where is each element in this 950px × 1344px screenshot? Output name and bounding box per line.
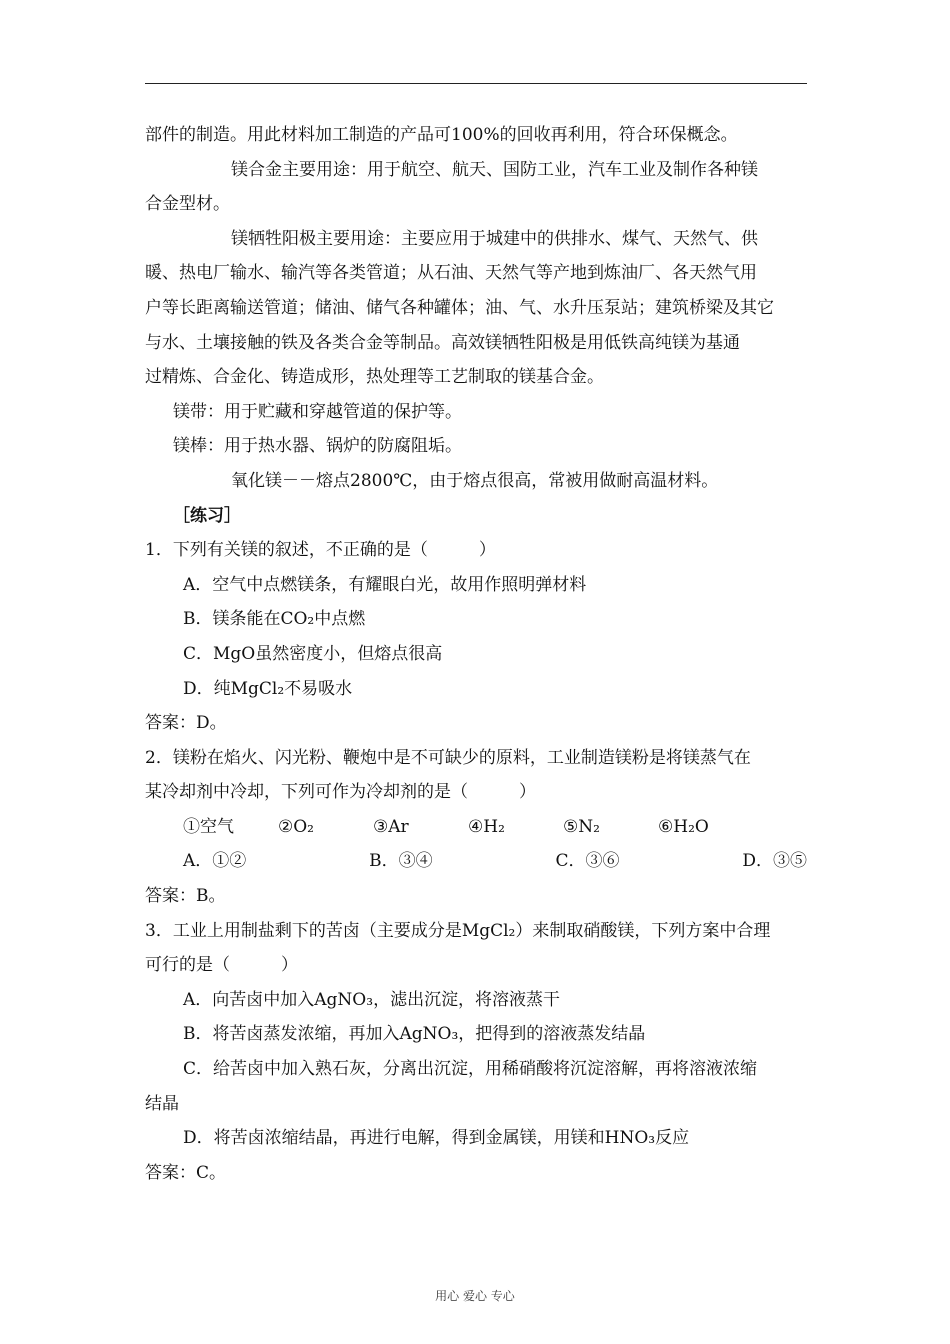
question-2-item: ①空气 — [183, 816, 234, 837]
question-2-option-b: B．③④ — [369, 851, 433, 872]
question-1-option-a: A．空气中点燃镁条，有耀眼白光，故用作照明弹材料 — [183, 574, 587, 595]
section-title: ［练习］ — [173, 505, 241, 526]
question-2-answer: 答案：B。 — [145, 886, 226, 907]
paragraph-line: 与水、土壤接触的铁及各类合金等制品。高效镁牺牲阳极是用低铁高纯镁为基通 — [145, 332, 740, 353]
paragraph-line: 氧化镁－－熔点2800℃，由于熔点很高，常被用做耐高温材料。 — [231, 470, 719, 491]
question-2-stem-cont: 某冷却剂中冷却，下列可作为冷却剂的是（ ） — [145, 782, 536, 803]
document-body — [145, 118, 807, 1190]
paragraph-line: 镁牺牲阳极主要用途：主要应用于城建中的供排水、煤气、天然气、供 — [231, 228, 758, 249]
paragraph-line: 合金型材。 — [145, 194, 230, 215]
question-2-option-c: C．③⑥ — [555, 851, 620, 872]
question-3-option-d: D．将苦卤浓缩结晶，再进行电解，得到金属镁，用镁和HNO₃反应 — [183, 1128, 690, 1149]
paragraph-line: 镁合金主要用途：用于航空、航天、国防工业，汽车工业及制作各种镁 — [231, 159, 758, 180]
question-2-option-a: A．①② — [183, 851, 247, 872]
question-2-items — [145, 810, 807, 845]
header-rule — [145, 83, 807, 84]
question-2-item: ②O₂ — [278, 816, 314, 837]
question-2-item: ③Ar — [373, 816, 409, 837]
paragraph-line: 部件的制造。用此材料加工制造的产品可100%的回收再利用，符合环保概念。 — [145, 125, 738, 145]
question-3-answer: 答案：C。 — [145, 1162, 227, 1183]
question-3-option-c: C．给苦卤中加入熟石灰，分离出沉淀，用稀硝酸将沉淀溶解，再将溶液浓缩 — [183, 1059, 758, 1080]
question-2-item: ⑥H₂O — [658, 816, 709, 837]
question-3-option-c-cont: 结晶 — [145, 1093, 179, 1114]
question-1-option-b: B．镁条能在CO₂中点燃 — [183, 609, 366, 630]
question-1-option-c: C．MgO虽然密度小，但熔点很高 — [183, 643, 443, 664]
question-1-option-d: D．纯MgCl₂不易吸水 — [183, 678, 353, 699]
page-footer: 用心 爱心 专心 — [435, 1289, 515, 1303]
question-2-item: ⑤N₂ — [563, 816, 600, 837]
paragraph-line: 暖、热电厂输水、输汽等各类管道；从石油、天然气等产地到炼油厂、各天然气用 — [145, 263, 757, 284]
question-2-stem: 2．镁粉在焰火、闪光粉、鞭炮中是不可缺少的原料，工业制造镁粉是将镁蒸气在 — [145, 747, 751, 768]
question-1-stem: 1．下列有关镁的叙述，不正确的是（ ） — [145, 540, 496, 561]
question-2-item: ④H₂ — [468, 816, 505, 837]
paragraph-line: 户等长距离输送管道；储油、储气各种罐体；油、气、水升压泵站；建筑桥梁及其它 — [145, 297, 774, 318]
question-2-option-d: D．③⑤ — [742, 851, 807, 872]
question-3-option-b: B．将苦卤蒸发浓缩，再加入AgNO₃，把得到的溶液蒸发结晶 — [183, 1024, 646, 1045]
paragraph-line: 过精炼、合金化、铸造成形，热处理等工艺制取的镁基合金。 — [145, 367, 604, 388]
question-3-stem-cont: 可行的是（ ） — [145, 955, 298, 976]
paragraph-line: 镁带：用于贮藏和穿越管道的保护等。 — [173, 401, 462, 422]
question-1-answer: 答案：D。 — [145, 713, 227, 734]
question-3-stem: 3．工业上用制盐剩下的苦卤（主要成分是MgCl₂）来制取硝酸镁，下列方案中合理 — [145, 920, 771, 941]
question-3-option-a: A．向苦卤中加入AgNO₃，滤出沉淀，将溶液蒸干 — [183, 989, 561, 1010]
question-2-options — [145, 844, 807, 879]
paragraph-line: 镁棒：用于热水器、锅炉的防腐阻垢。 — [173, 436, 462, 457]
